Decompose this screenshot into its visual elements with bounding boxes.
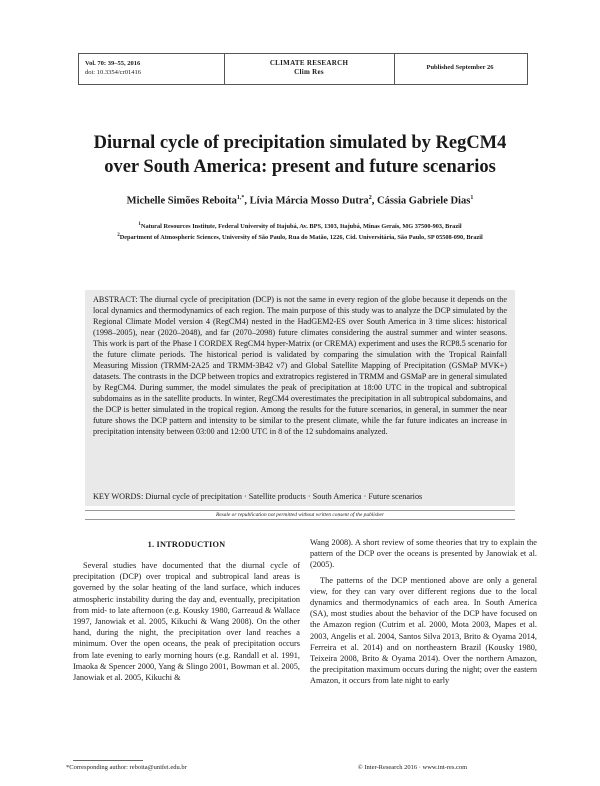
author-1: Michelle Simões Reboita (126, 195, 237, 207)
volume-info: Vol. 70: 39–55, 2016 (85, 60, 141, 67)
keywords-text: Diurnal cycle of precipitation · Satellite products · South America · Future scenarios (145, 492, 423, 501)
section-heading-introduction: 1. INTRODUCTION (147, 540, 226, 549)
title-line-2: over South America: present and future scenarios (104, 157, 496, 177)
journal-header (78, 53, 528, 85)
intro-paragraph-1: Several studies have documented that the diurnal cycle of precipitation (DCP) over tropical and subtropical land areas is governed by the solar heating of the land surface, which induces atmospheric instability during the day and, eventually, precipitation from mid- to late afternoon (e.g. Kousky 1980, Garreaud & Wallace 1997, Janowiak et al. 2005, Kikuchi & Wang 2008). On the other hand, during the night, the precipitation over land reaches a minimum. Over the open oceans, the peak of precipitation occurs from late evening to early morning hours (e.g. Randall et al. 1991, Imaoka & Spencer 2000, Yang & Slingo 2001, Bowman et al. 2005, Janowiak et al. 2005, Kikuchi & (73, 561, 300, 683)
author-1-affil: 1, (236, 195, 242, 201)
title-line-1: Diurnal cycle of precipitation simulated by RegCM4 (93, 133, 507, 153)
author-separator-1: , (244, 195, 250, 207)
author-2-affil: 2 (368, 195, 372, 201)
copyright-notice: © Inter-Research 2016 · www.int-res.com (357, 764, 468, 771)
author-2: Lívia Márcia Mosso Dutra (249, 195, 369, 207)
affiliation-1 (60, 220, 540, 231)
author-3: Cássia Gabriele Dias (376, 195, 471, 207)
affiliation-2 (60, 231, 540, 242)
journal-name: CLIMATE RESEARCH (269, 59, 349, 67)
publication-date: Published September 26 (426, 64, 494, 71)
paper-title (40, 131, 560, 179)
author-list (40, 195, 560, 207)
doi[interactable]: doi: 10.3354/cr01416 (85, 69, 141, 76)
body-column-left (73, 560, 300, 687)
author-separator-2: , (371, 195, 377, 207)
affiliation-2-number: 2 (117, 233, 120, 239)
header-volume-block (85, 59, 141, 77)
footnote-rule (73, 760, 143, 761)
header-journal-block (224, 59, 394, 77)
author-3-affil: 1 (470, 195, 474, 201)
body-column-right (310, 537, 537, 691)
affiliation-1-text: Natural Resources Institute, Federal University of Itajubá, Av. BPS, 1303, Itajubá, Minas Gerais, MG 37500-903, Brazil (140, 223, 462, 231)
abstract-text: The diurnal cycle of precipitation (DCP) is not the same in every region of the globe because it depends on the local dynamics and thermodynamics of each region. The main purpose of this study was to analyze the DCP simulated by the Regional Climate Model version 4 (RegCM4) nested in the HadGEM2-ES over South America in 3 time slices: historical (1998–2005), near (2020–2048), and far (2070–2098) future climates considering the austral summer and winter seasons. This work is part of the Phase I CORDEX RegCM4 hyper-Matrix (or CREMA) experiment and uses the RCP8.5 scenario for the future climate periods. The historical period is validated by comparing the simulation with the Tropical Rainfall Measuring Mission (TRMM-2A25 and TRMM-3B42 v7) and Global Satellite Mapping of Precipitation (GSMaP MVK+) datasets. The contrasts in the DCP between tropics and extratropics registered in TRMM and GSMaP are in general simulated by RegCM4. During summer, the model simulates the peak of precipitation at 18:00 UTC in the tropical and subtropical subdomains as in the satellite products. In winter, RegCM4 overestimates the precipitation in all subtropical subdomains, and the DCP is better simulated in the tropical region. Among the results for the future scenarios, in general, in summer the near future shows the DCP pattern and intensity to be similar to the present climate, while the far future indicates an increase in precipitation intensity between 03:00 and 12:00 UTC in 8 of the 12 subdomains analyzed. (93, 295, 507, 436)
affiliation-1-number: 1 (138, 222, 141, 227)
journal-abbrev: Clim Res (294, 68, 324, 76)
affiliation-2-text: Department of Atmospheric Sciences, University of São Paulo, Rua do Matão, 1226, Cid. Universitária, São Paulo, SP 05508-090, Brazil (119, 234, 483, 242)
corresponding-mark: * (241, 195, 245, 201)
affiliations (60, 220, 540, 242)
abstract-label: ABSTRACT: (93, 295, 138, 304)
republication-notice: Resale or republication not permitted without written consent of the publisher (85, 510, 515, 520)
intro-paragraph-2: The patterns of the DCP mentioned above are only a general view, for they can vary over different regions due to the local dynamics and thermodynamics of each area. In South America (SA), most studies about the behavior of the DCP have focused on the Amazon region (Cutrim et al. 2000, Mota 2003, Mapes et al. 2003, Angelis et al. 2004, Santos Silva 2013, Brito & Oyama 2014, Ferreira et al. 2014) and on northeastern Brazil (Kousky 1980, Teixeira 2008, Brito & Oyama 2014). Over the northern Amazon, the precipitation maximum occurs during the night; over the eastern Amazon, it occurs from late night to early (310, 575, 537, 686)
keywords (93, 492, 507, 501)
corresponding-author-footnote: *Corresponding author: reboita@unifei.edu.br (66, 764, 187, 771)
abstract (93, 294, 507, 437)
intro-paragraph-1-continued: Wang 2008). A short review of some theories that try to explain the pattern of the DCP over the oceans is presented by Janowiak et al. (2005). (310, 538, 537, 570)
keywords-label: KEY WORDS: (93, 492, 144, 501)
